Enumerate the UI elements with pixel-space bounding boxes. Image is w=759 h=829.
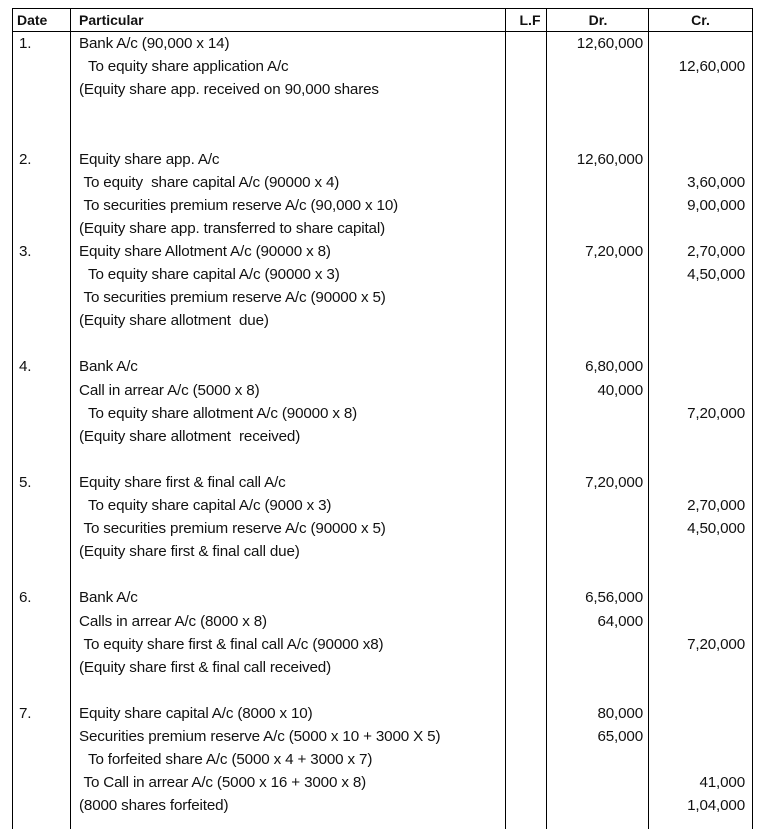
particular-line: Equity share app. A/c bbox=[79, 150, 220, 168]
particular-line: Bank A/c (90,000 x 14) bbox=[79, 35, 230, 52]
particular-line: Bank A/c bbox=[79, 589, 138, 607]
debit-amount: 12,60,000 bbox=[576, 150, 643, 168]
particular-line: To equity share first & final call A/c (90000 x8) bbox=[83, 635, 384, 653]
header-particular: Particular bbox=[79, 12, 144, 28]
credit-amount: 3,60,000 bbox=[687, 173, 745, 191]
particular-line: Equity share Allotment A/c (90000 x 8) bbox=[79, 242, 331, 260]
particular-line: To forfeited share A/c (5000 x 4 + 3000 x 7) bbox=[88, 751, 373, 769]
header-dr: Dr. bbox=[588, 12, 608, 28]
header-lf: L.F bbox=[519, 12, 541, 28]
particular-line: To securities premium reserve A/c (90000 x 5) bbox=[83, 289, 386, 307]
credit-amount: 9,00,000 bbox=[687, 196, 745, 214]
column-divider bbox=[505, 9, 506, 829]
particular-line: To equity share allotment A/c (90000 x 8) bbox=[88, 404, 358, 422]
entry-date: 6. bbox=[19, 589, 32, 607]
header-cr: Cr. bbox=[691, 12, 710, 28]
credit-amount: 4,50,000 bbox=[687, 520, 745, 538]
particular-line: To equity share capital A/c (90000 x 3) bbox=[88, 266, 340, 283]
entry-date: 1. bbox=[19, 35, 32, 52]
credit-amount: 2,70,000 bbox=[687, 242, 745, 260]
particular-line: (Equity share first & final call received) bbox=[79, 658, 331, 676]
entry-date: 3. bbox=[19, 242, 32, 260]
credit-amount: 41,000 bbox=[699, 774, 745, 792]
credit-amount: 12,60,000 bbox=[678, 58, 745, 76]
column-divider bbox=[70, 9, 71, 829]
particular-line: (Equity share allotment due) bbox=[79, 312, 269, 330]
credit-amount: 2,70,000 bbox=[687, 497, 745, 514]
particular-line: Equity share first & final call A/c bbox=[79, 473, 286, 491]
column-divider bbox=[648, 9, 649, 829]
particular-line: (Equity share allotment received) bbox=[79, 427, 301, 445]
column-divider bbox=[546, 9, 547, 829]
debit-amount: 12,60,000 bbox=[576, 35, 643, 52]
entry-date: 7. bbox=[19, 704, 32, 722]
credit-amount: 7,20,000 bbox=[687, 635, 745, 653]
journal-entries-table bbox=[12, 8, 753, 829]
particular-line: (8000 shares forfeited) bbox=[79, 797, 229, 815]
header-date: Date bbox=[17, 12, 48, 28]
entry-date: 5. bbox=[19, 473, 32, 491]
particular-line: To equity share application A/c bbox=[88, 58, 289, 76]
debit-amount: 65,000 bbox=[597, 728, 643, 745]
particular-line: Bank A/c bbox=[79, 358, 138, 376]
particular-line: To equity share capital A/c (90000 x 4) bbox=[83, 173, 340, 191]
particular-line: (Equity share app. transferred to share capital) bbox=[79, 219, 385, 237]
entry-date: 4. bbox=[19, 358, 32, 376]
particular-line: Call in arrear A/c (5000 x 8) bbox=[79, 381, 260, 399]
credit-amount: 7,20,000 bbox=[687, 404, 745, 422]
debit-amount: 7,20,000 bbox=[585, 473, 643, 491]
particular-line: To Call in arrear A/c (5000 x 16 + 3000 x 8) bbox=[83, 774, 367, 792]
debit-amount: 64,000 bbox=[597, 612, 643, 630]
particular-line: To securities premium reserve A/c (90,000 x 10) bbox=[83, 196, 399, 214]
debit-amount: 6,56,000 bbox=[585, 589, 643, 607]
debit-amount: 80,000 bbox=[597, 704, 643, 722]
credit-amount: 4,50,000 bbox=[687, 266, 745, 283]
credit-amount: 1,04,000 bbox=[687, 797, 745, 815]
debit-amount: 6,80,000 bbox=[585, 358, 643, 376]
particular-line: (Equity share app. received on 90,000 shares bbox=[79, 81, 379, 99]
debit-amount: 40,000 bbox=[597, 381, 643, 399]
particular-line: Equity share capital A/c (8000 x 10) bbox=[79, 704, 313, 722]
table-header bbox=[13, 9, 752, 32]
particular-line: To equity share capital A/c (9000 x 3) bbox=[88, 497, 332, 514]
particular-line: Securities premium reserve A/c (5000 x 10 + 3000 X 5) bbox=[79, 728, 441, 745]
entry-date: 2. bbox=[19, 150, 32, 168]
particular-line: Calls in arrear A/c (8000 x 8) bbox=[79, 612, 267, 630]
particular-line: (Equity share first & final call due) bbox=[79, 543, 300, 561]
particular-line: To securities premium reserve A/c (90000 x 5) bbox=[83, 520, 386, 538]
debit-amount: 7,20,000 bbox=[585, 242, 643, 260]
